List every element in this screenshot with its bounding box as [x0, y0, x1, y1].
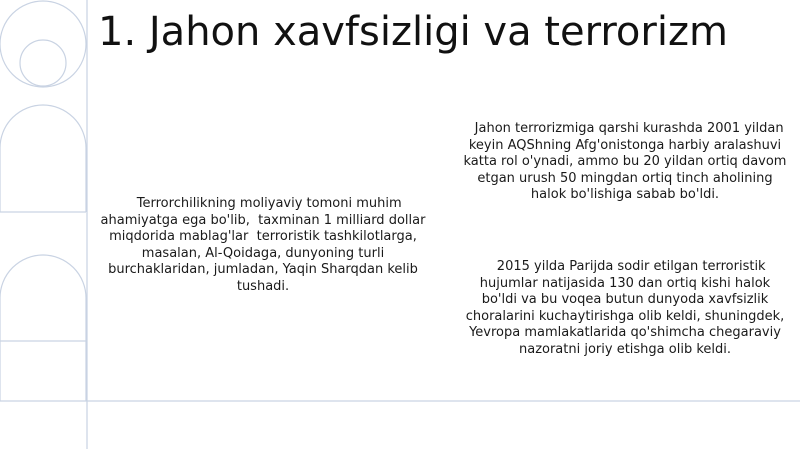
paragraph-afghanistan: Jahon terrorizmiga qarshi kurashda 2001 yildan keyin AQShning Afg'onistonga harbiy aralashuvi katta rol o'ynadi, ammo bu 20 yildan ortiq davom etgan urush 50 mingdan ortiq tinch aholining halok bo'lishiga sabab bo'ldi.: [463, 121, 791, 202]
slide-title: 1. Jahon xavfsizligi va terrorizm: [98, 9, 728, 55]
decorative-circle-large: [0, 1, 86, 87]
decorative-circle-small: [20, 40, 66, 86]
paragraph-financing: Terrorchilikning moliyaviy tomoni muhim ahamiyatga ega bo'lib, taxminan 1 milliard dollar miqdorida mablag'lar terroristik tashkilotlarga, masalan, Al-Qoidaga, dunyoning turli burchaklaridan, jumladan, Yaqin Sharqdan kelib tushadi.: [100, 196, 430, 294]
paragraph-paris-attacks: 2015 yilda Parijda sodir etilgan terroristik hujumlar natijasida 130 dan ortiq kishi halok bo'ldi va bu voqea butun dunyoda xavfsizlik choralarini kuchaytirishga olib keldi, shuningdek, Yevropa mamlakatlarida qo'shimcha chegaraviy nazoratni joriy etishga olib keldi.: [465, 259, 789, 357]
decorative-arch-lower: [0, 255, 86, 401]
decorative-arch-upper: [0, 105, 86, 212]
